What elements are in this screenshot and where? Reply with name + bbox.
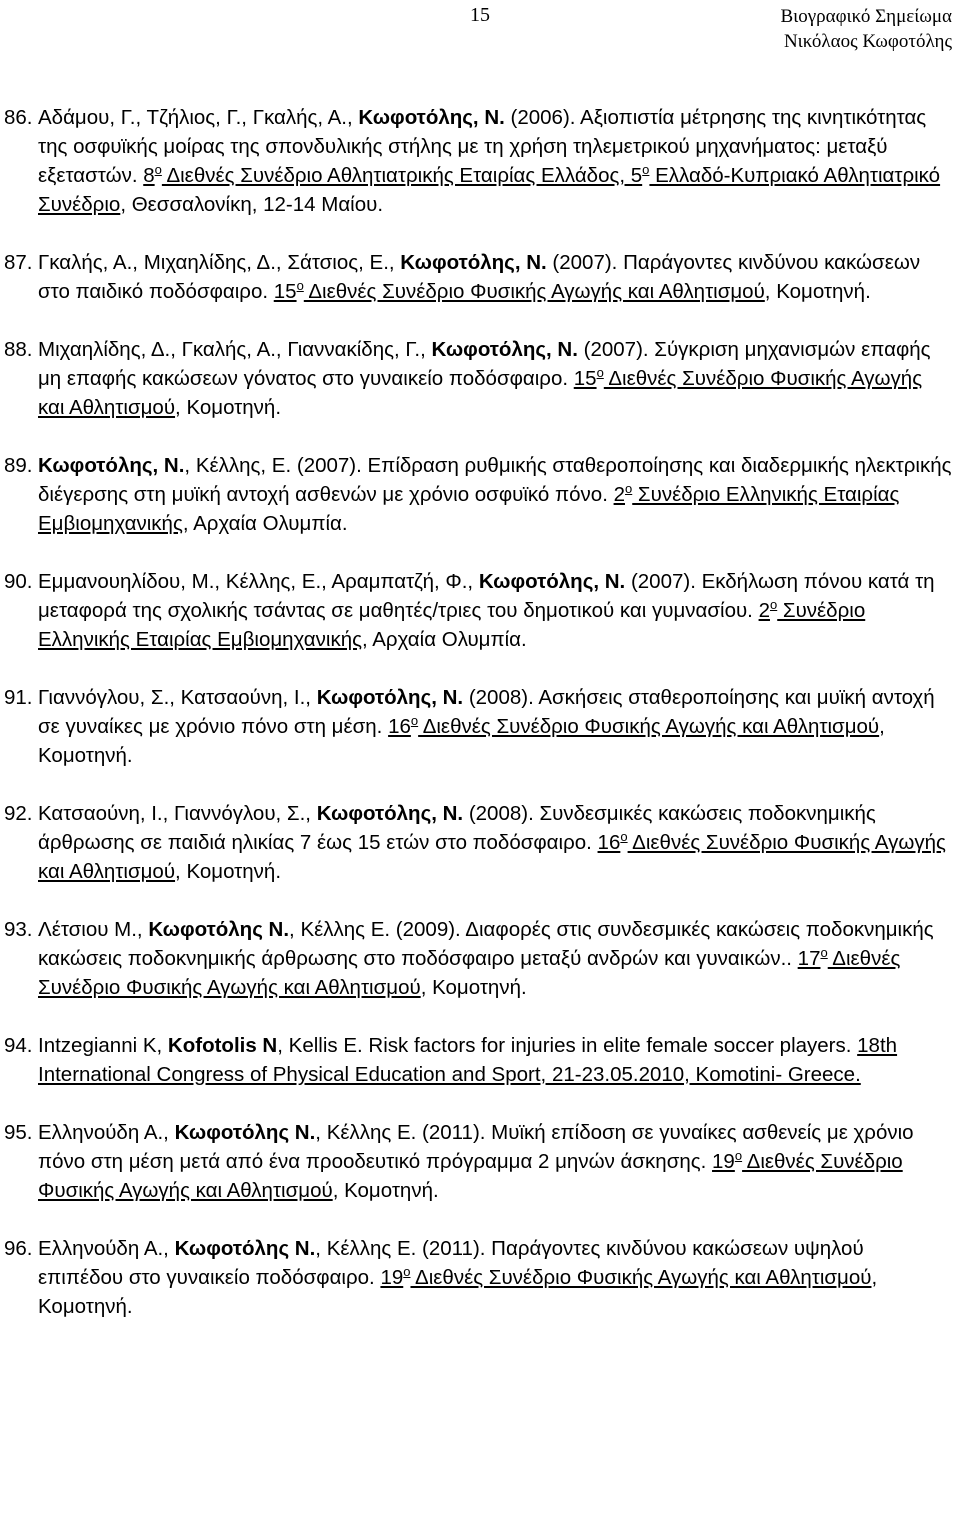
ordinal-superscript: ο	[820, 945, 828, 961]
ordinal-superscript: ο	[620, 829, 628, 845]
reference-number: 93.	[4, 918, 33, 941]
reference-item	[0, 683, 960, 770]
author-highlight: Κωφοτόλης, Ν.	[478, 570, 626, 593]
reference-number: 95.	[4, 1121, 33, 1144]
reference-segment: (2008). Ασκήσεις σταθεροποίησης και μυϊκή αντοχή σε γυναίκες με χρόνιο πόνο στη μέση.	[38, 686, 935, 738]
reference-item	[0, 248, 960, 306]
reference-number: 94.	[4, 1034, 33, 1057]
reference-number: 89.	[4, 454, 33, 477]
conference-name: Διεθνές Συνέδριο Φυσικής Αγωγής και Αθλητισμού	[38, 367, 923, 419]
reference-number: 96.	[4, 1237, 33, 1260]
conference-name: 18th International Congress of Physical Education and Sport, 21-23.05.2010, Komotini- Greece.	[38, 1034, 898, 1086]
conference-name: Διεθνές Συνέδριο Φυσικής Αγωγής και Αθλητισμού	[38, 1150, 903, 1202]
reference-segment: , Κέλλης, Ε. (2007). Επίδραση ρυθμικής σταθεροποίησης και διαδερμικής ηλεκτρικής διέγερσης στη μυϊκή αντοχή ασθενών με χρόνιο οσφυϊκό πόνο.	[38, 454, 952, 506]
conference-name: Ελλαδό-Κυπριακό Αθλητιατρικό Συνέδριο	[38, 164, 941, 216]
reference-text	[38, 106, 940, 216]
ordinal-superscript: ο	[296, 278, 304, 294]
author-highlight: Kofotolis N	[167, 1034, 278, 1057]
reference-segment: (2008). Συνδεσμικές κακώσεις ποδοκνημικής άρθρωσης σε παιδιά ηλικίας 7 έως 15 ετών στο ποδόσφαιρο.	[38, 802, 876, 854]
reference-segment: Εμμανουηλίδου, Μ., Κέλλης, Ε., Αραμπατζή, Φ.,	[38, 570, 479, 593]
conference-name: Διεθνές Συνέδριο Φυσικής Αγωγής και Αθλητισμού	[410, 1266, 872, 1289]
reference-number: 91.	[4, 686, 33, 709]
reference-segment: Αδάμου, Γ., Τζήλιος, Γ., Γκαλής, Α.,	[38, 106, 359, 129]
reference-text	[38, 1121, 914, 1202]
reference-number: 90.	[4, 570, 33, 593]
reference-segment: Γκαλής, Α., Μιχαηλίδης, Δ., Σάτσιος, Ε.,	[38, 251, 401, 274]
page-number: 15	[470, 4, 490, 26]
reference-item	[0, 799, 960, 886]
reference-segment: , Κέλλης Ε. (2011). Παράγοντες κινδύνου κακώσεων υψηλού επιπέδου στο γυναικείο ποδόσφαιρο.	[38, 1237, 864, 1289]
page-header	[0, 0, 960, 70]
reference-item	[0, 1118, 960, 1205]
conference-name: Διεθνές Συνέδριο Φυσικής Αγωγής και Αθλητισμού	[38, 947, 901, 999]
reference-segment: , Κομοτηνή.	[175, 396, 282, 419]
reference-segment: Λέτσιου Μ.,	[38, 918, 149, 941]
reference-segment: , Θεσσαλονίκη, 12-14 Μαίου.	[120, 193, 384, 216]
reference-item	[0, 915, 960, 1002]
reference-item	[0, 1234, 960, 1321]
conference-name: 16	[597, 831, 621, 854]
conference-name: 15	[273, 280, 297, 303]
author-highlight: Κωφοτόλης, Ν.	[400, 251, 547, 274]
conference-name: Συνέδριο Ελληνικής Εταιρίας Εμβιομηχανικής	[38, 483, 900, 535]
reference-segment: , Κομοτηνή.	[175, 860, 282, 883]
reference-segment: Ελληνούδη Α.,	[38, 1237, 175, 1260]
reference-text	[38, 1034, 897, 1086]
reference-segment: , Αρχαία Ολυμπία.	[182, 512, 348, 535]
ordinal-superscript: ο	[625, 481, 633, 497]
reference-segment: Μιχαηλίδης, Δ., Γκαλής, Α., Γιαννακίδης, Γ.,	[38, 338, 432, 361]
ordinal-superscript: ο	[734, 1148, 743, 1164]
reference-segment: , Αρχαία Ολυμπία.	[361, 628, 527, 651]
reference-text	[38, 338, 931, 419]
reference-number: 88.	[4, 338, 33, 361]
conference-name: Διεθνές Συνέδριο Φυσικής Αγωγής και Αθλητισμού	[38, 831, 946, 883]
reference-segment: Κατσαούνη, Ι., Γιαννόγλου, Σ.,	[38, 802, 317, 825]
running-header-title: Βιογραφικό Σημείωμα	[780, 6, 952, 27]
reference-item	[0, 103, 960, 219]
ordinal-superscript: ο	[642, 162, 650, 178]
conference-name: 17	[797, 947, 821, 970]
conference-name: 19	[712, 1150, 735, 1173]
reference-text	[38, 454, 952, 535]
reference-segment: Intzegianni K,	[38, 1034, 168, 1057]
running-header	[780, 4, 952, 54]
conference-name: 16	[388, 715, 411, 738]
reference-segment: , Kellis E. Risk factors for injuries in elite female soccer players.	[277, 1034, 858, 1057]
reference-text	[38, 918, 934, 999]
conference-name: Διεθνές Συνέδριο Φυσικής Αγωγής και Αθλητισμού	[303, 280, 765, 303]
reference-segment: (2007). Εκδήλωση πόνου κατά τη μεταφορά της σχολικής τσάντας σε μαθητές/τριες του δημοτικού και γυμνασίου.	[38, 570, 935, 622]
author-highlight: Κωφοτόλης, Ν.	[38, 454, 185, 477]
reference-segment: , Κέλλης Ε. (2009). Διαφορές στις συνδεσμικές κακώσεις ποδοκνημικής κακώσεις ποδοκνημικής άρθρωσης στο ποδόσφαιρο μεταξύ ανδρών και γυναικών..	[38, 918, 934, 970]
conference-name: 19	[380, 1266, 404, 1289]
conference-name: 15	[573, 367, 597, 390]
reference-segment: , Κομοτηνή.	[38, 1266, 878, 1318]
ordinal-superscript: ο	[410, 713, 419, 729]
conference-name: 2	[758, 599, 770, 622]
reference-text	[38, 570, 935, 651]
reference-segment: Γιαννόγλου, Σ., Κατσαούνη, Ι.,	[38, 686, 317, 709]
reference-segment: (2007). Σύγκριση μηχανισμών επαφής μη επαφής κακώσεων γόνατος στο γυναικείο ποδόσφαιρο.	[38, 338, 931, 390]
author-highlight: Κωφοτόλης Ν.	[174, 1237, 316, 1260]
reference-segment: , Κέλλης Ε. (2011). Μυϊκή επίδοση σε γυναίκες ασθενείς με χρόνιο πόνο στη μέση μετά από ένα προοδευτικό πρόγραμμα 2 μηνών άσκησης.	[38, 1121, 914, 1173]
author-highlight: Κωφοτόλης Ν.	[174, 1121, 316, 1144]
reference-text	[38, 802, 946, 883]
reference-text	[38, 1237, 877, 1318]
running-header-author: Νικόλαος Κωφοτόλης	[783, 31, 952, 52]
reference-segment: , Κομοτηνή.	[38, 715, 885, 767]
conference-name: Διεθνές Συνέδριο Αθλητιατρικής Εταιρίας Ελλάδος, 5	[161, 164, 643, 187]
reference-segment: , Κομοτηνή.	[420, 976, 527, 999]
ordinal-superscript: ο	[154, 162, 162, 178]
reference-item	[0, 567, 960, 654]
author-highlight: Κωφοτόλης, Ν.	[431, 338, 578, 361]
reference-segment: (2007). Παράγοντες κινδύνου κακώσεων στο παιδικό ποδόσφαιρο.	[38, 251, 921, 303]
reference-number: 87.	[4, 251, 33, 274]
conference-name: Συνέδριο Ελληνικής Εταιρίας Εμβιομηχανικής	[38, 599, 866, 651]
conference-name: 2	[613, 483, 625, 506]
author-highlight: Κωφοτόλης, Ν.	[358, 106, 505, 129]
author-highlight: Κωφοτόλης, Ν.	[316, 802, 464, 825]
reference-segment: (2006). Αξιοπιστία μέτρησης της κινητικότητας της οσφυϊκής μοίρας της σπονδυλικής στήλης με τη χρήση τηλεμετρικού μηχανήματος: μεταξύ εξεταστών.	[38, 106, 927, 187]
conference-name: Διεθνές Συνέδριο Φυσικής Αγωγής και Αθλητισμού	[418, 715, 880, 738]
reference-item	[0, 1031, 960, 1089]
reference-number: 86.	[4, 106, 33, 129]
reference-text	[38, 686, 935, 767]
reference-number: 92.	[4, 802, 33, 825]
conference-name: 8	[143, 164, 155, 187]
ordinal-superscript: ο	[403, 1264, 411, 1280]
reference-segment: , Κομοτηνή.	[332, 1179, 439, 1202]
reference-item	[0, 451, 960, 538]
author-highlight: Κωφοτόλης Ν.	[148, 918, 290, 941]
ordinal-superscript: ο	[769, 597, 778, 613]
author-highlight: Κωφοτόλης, Ν.	[316, 686, 464, 709]
reference-list	[0, 103, 960, 1350]
reference-text	[38, 251, 920, 303]
reference-segment: Ελληνούδη Α.,	[38, 1121, 175, 1144]
reference-segment: , Κομοτηνή.	[764, 280, 871, 303]
reference-item	[0, 335, 960, 422]
ordinal-superscript: ο	[596, 365, 604, 381]
